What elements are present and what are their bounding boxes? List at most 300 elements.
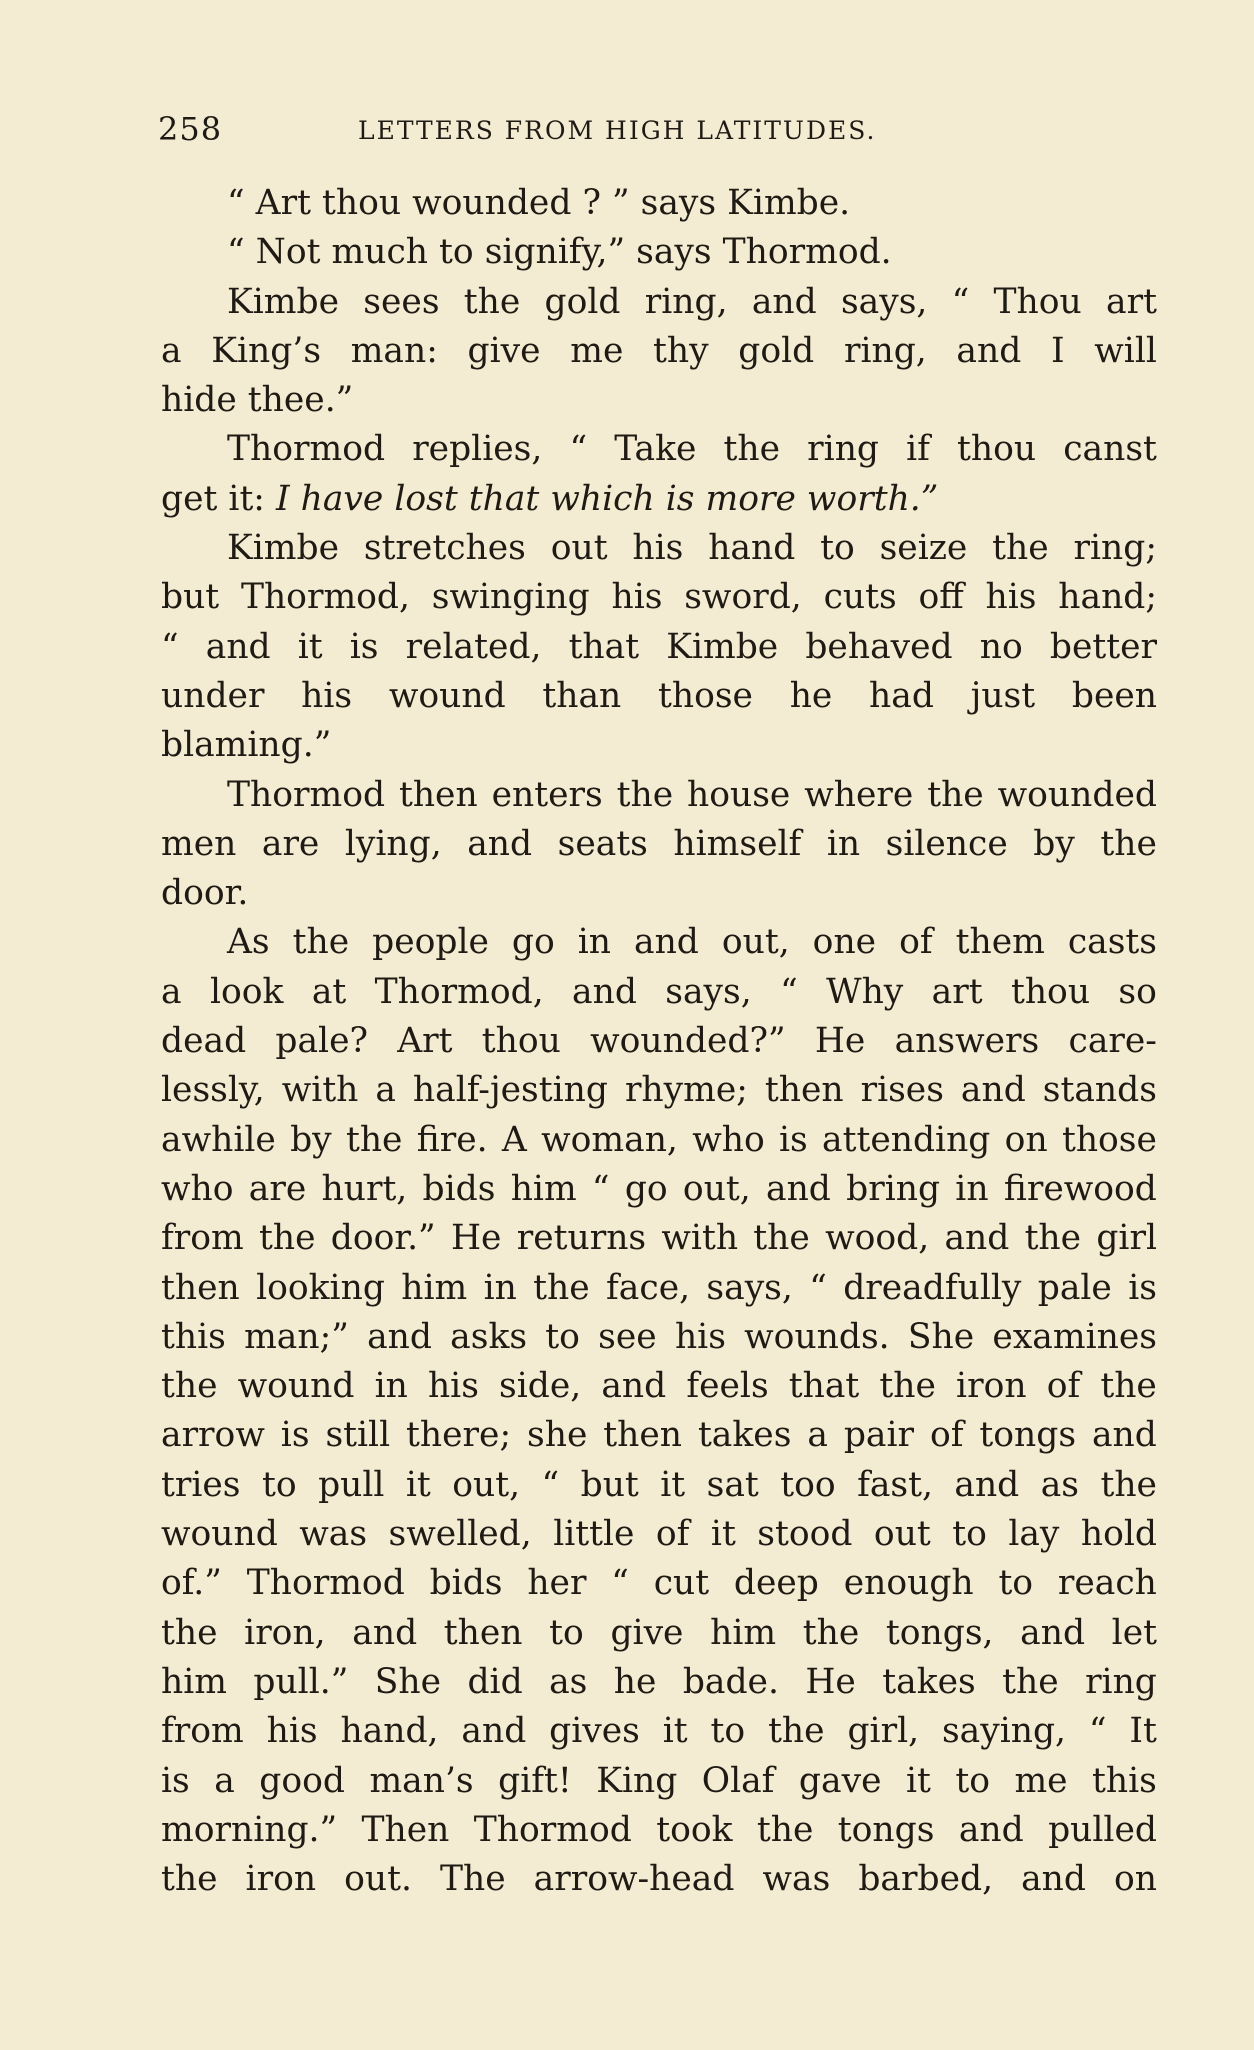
word: wounds. [744, 1316, 890, 1357]
word: ” [611, 183, 630, 223]
word: who [161, 1168, 234, 1209]
word: did [467, 1661, 523, 1702]
word: he [789, 675, 833, 716]
word: gave [798, 1760, 882, 1801]
word: She [374, 1661, 442, 1702]
word: art [1106, 281, 1157, 322]
word: that [788, 1366, 860, 1407]
word: more [705, 478, 796, 519]
word: his [427, 1366, 479, 1407]
word: are [248, 1168, 307, 1209]
word: pair [843, 1415, 915, 1456]
word: hold [1080, 1514, 1157, 1555]
word: Art [255, 183, 311, 223]
word: then [764, 1070, 844, 1111]
text-line [161, 627, 1157, 676]
word: wounded [997, 774, 1157, 815]
word: bids [429, 1563, 503, 1604]
word: is [779, 1119, 808, 1160]
word: and [634, 922, 699, 963]
word: Thormod, [374, 971, 544, 1012]
word: says [636, 232, 712, 273]
word: ring, [644, 281, 728, 322]
text-line [161, 232, 1157, 281]
text-line [161, 1169, 1157, 1218]
word: a [161, 971, 182, 1012]
text-line [161, 824, 1157, 873]
word: to [261, 1464, 297, 1505]
word: the [992, 528, 1049, 569]
word: is [280, 1415, 310, 1456]
word: the [1100, 1366, 1157, 1407]
word: sees [363, 281, 440, 322]
word: are [261, 823, 320, 864]
word: gives [549, 1711, 640, 1752]
word: takes [882, 1661, 976, 1702]
word: thou [481, 1021, 561, 1062]
word: face, [606, 1267, 691, 1308]
word: It [1129, 1711, 1157, 1752]
word: him [401, 1267, 468, 1308]
word: see [598, 1316, 657, 1357]
word: He [805, 1661, 856, 1702]
word: so [1118, 971, 1157, 1012]
word: to [545, 1316, 580, 1357]
word: that [568, 626, 640, 667]
word: Kimbe [227, 528, 340, 569]
word: his [301, 675, 353, 716]
word: house [687, 774, 791, 815]
word: barbed, [858, 1859, 994, 1900]
word: out, [682, 1168, 751, 1209]
word: rhyme; [624, 1070, 748, 1111]
word: under [161, 675, 265, 716]
text-line [161, 577, 1157, 626]
word: to [955, 1760, 990, 1801]
word: his [674, 1316, 726, 1357]
text-line [161, 429, 1157, 478]
running-head: LETTERS FROM HIGH LATITUDES. [358, 116, 877, 145]
word: enough [843, 1563, 974, 1604]
text-line [161, 331, 1157, 380]
word: Why [826, 971, 904, 1012]
word: those [657, 675, 753, 716]
word: and [572, 971, 637, 1012]
word: is [161, 1760, 190, 1801]
word: says, [840, 281, 928, 322]
word: swelled, [388, 1514, 532, 1555]
word: lying, [344, 823, 442, 864]
word: says [640, 183, 717, 223]
word: and [352, 1612, 418, 1653]
word: took [656, 1809, 733, 1850]
text-line [161, 1613, 1157, 1662]
word: replies, [412, 429, 543, 470]
word: out. [344, 1859, 412, 1900]
text-line [161, 282, 1157, 331]
word: A [501, 1119, 527, 1160]
word: it [662, 1711, 688, 1752]
word: wounded?” [590, 1021, 786, 1062]
word: and [960, 1070, 1026, 1111]
text-line [161, 1563, 1157, 1612]
word: have [300, 478, 384, 519]
page-header [158, 110, 1158, 154]
text-line [161, 1514, 1157, 1563]
word: seats [557, 823, 648, 864]
text-line [161, 1415, 1157, 1464]
word: gold [544, 281, 621, 322]
word: people [372, 922, 489, 963]
word: casts [1067, 922, 1157, 963]
word: and [954, 1464, 1020, 1505]
word: worth.” [806, 478, 939, 519]
word: King [596, 1760, 678, 1801]
word: at [311, 971, 347, 1012]
word: thy [653, 330, 709, 371]
word: his [985, 577, 1037, 618]
word: wood, [825, 1218, 930, 1259]
word: fast, [857, 1464, 933, 1505]
word: it: [228, 478, 265, 519]
word: Then [361, 1809, 450, 1850]
word: is [349, 626, 379, 667]
word: sat [706, 1464, 759, 1505]
word: and [461, 1711, 527, 1752]
word: as [549, 1661, 588, 1702]
word: thou [1010, 971, 1091, 1012]
word: as [1040, 1464, 1079, 1505]
word: to [998, 1563, 1034, 1604]
word: says, [665, 971, 752, 1012]
word: the [1024, 1218, 1082, 1259]
word: wound [237, 1366, 355, 1407]
word: swinging [431, 577, 590, 618]
word: wound [161, 1514, 278, 1555]
text-line [161, 1366, 1157, 1415]
word: out, [452, 1464, 521, 1505]
word: the [259, 1218, 316, 1259]
word: to [820, 528, 855, 569]
word: her [527, 1563, 587, 1604]
word: just [970, 675, 1036, 716]
text-line [161, 1120, 1157, 1169]
word: silence [885, 823, 1008, 864]
word: was [762, 1859, 831, 1900]
word: give [467, 330, 541, 371]
word: and [944, 1218, 1010, 1259]
word: lessly, [161, 1070, 265, 1111]
word: this [161, 1316, 226, 1357]
word: “ [227, 183, 245, 223]
word: iron [245, 1859, 317, 1900]
word: man’s [369, 1760, 474, 1801]
word: in [826, 823, 861, 864]
word: his [266, 1711, 318, 1752]
word: from [161, 1711, 244, 1752]
word: the [161, 1366, 218, 1407]
word: them [955, 922, 1045, 963]
word: “ [951, 281, 970, 322]
word: dead [161, 1021, 247, 1062]
word: Thormod [246, 1563, 405, 1604]
word: with [661, 1218, 739, 1259]
word: then [398, 774, 478, 815]
word: Take [614, 429, 697, 470]
text-line [161, 528, 1157, 577]
word: there; [406, 1415, 512, 1456]
word: pale? [275, 1021, 369, 1062]
word: ? [582, 183, 601, 223]
word: Art [397, 1021, 453, 1062]
word: gift! [498, 1760, 572, 1801]
word: and [751, 281, 817, 322]
word: him [710, 1612, 777, 1653]
word: “ [809, 1267, 827, 1308]
word: ring [807, 429, 880, 470]
word: As [227, 922, 270, 963]
word: tries [161, 1464, 241, 1505]
text-line [161, 1859, 1157, 1908]
page-number: 258 [158, 110, 223, 148]
word: the [723, 429, 781, 470]
word: and [1021, 1859, 1086, 1900]
word: behaved [805, 626, 953, 667]
word: woman, [541, 1119, 678, 1160]
word: the [161, 1859, 218, 1900]
word: He [450, 1218, 502, 1259]
word: thou [321, 183, 402, 223]
word: but [161, 577, 220, 618]
word: him [510, 1168, 577, 1209]
word: it [905, 1760, 931, 1801]
word: man;” [244, 1316, 349, 1357]
text-line [161, 1218, 1157, 1267]
word: sword, [684, 577, 802, 618]
word: girl, [847, 1711, 920, 1752]
word: feels [686, 1366, 769, 1407]
word: a [161, 330, 182, 371]
word: and [766, 1168, 831, 1209]
word: to [439, 232, 474, 273]
word: the [616, 774, 674, 815]
word: Thormod, [240, 577, 410, 618]
word: thee.” [247, 380, 354, 421]
word: the [927, 774, 984, 815]
word: bade. [682, 1661, 779, 1702]
word: it [297, 626, 323, 667]
text-line [161, 183, 1157, 232]
word: care- [1068, 1021, 1157, 1062]
word: hide [161, 380, 237, 421]
word: Kimbe. [727, 183, 851, 223]
word: awhile [161, 1119, 276, 1160]
text-line [161, 1761, 1157, 1810]
word: him [161, 1661, 227, 1702]
word: then [603, 1415, 683, 1456]
word: look [209, 971, 284, 1012]
word: the [345, 1119, 403, 1160]
word: which [550, 478, 655, 519]
word: pull [318, 1464, 385, 1505]
word: the [753, 1218, 810, 1259]
word: man: [350, 330, 438, 371]
word: pale [1037, 1267, 1112, 1308]
text-line [161, 1810, 1157, 1859]
word: off [918, 577, 964, 618]
word: to [549, 1612, 584, 1653]
word: answers [894, 1021, 1040, 1062]
word: Not [255, 232, 321, 273]
word: and [367, 1316, 432, 1357]
word: better [1049, 626, 1157, 667]
word: no [979, 626, 1023, 667]
text-line [161, 1070, 1157, 1119]
word: art [931, 971, 983, 1012]
word: is [665, 478, 695, 519]
word: ring, [843, 330, 927, 371]
word: dreadfully [843, 1267, 1022, 1308]
word: still [325, 1415, 391, 1456]
word: who [692, 1119, 765, 1160]
word: the [292, 922, 350, 963]
word: men [161, 823, 237, 864]
word: it [660, 1464, 686, 1505]
word: me [570, 330, 624, 371]
word: returns [516, 1218, 647, 1259]
word: arrow [161, 1415, 265, 1456]
word: “ [611, 1563, 629, 1604]
word: she [527, 1415, 588, 1456]
word: says, [706, 1267, 793, 1308]
text-line [161, 873, 1157, 922]
word: go [511, 922, 555, 963]
word: stands [1042, 1070, 1157, 1111]
word: ring [1085, 1661, 1157, 1702]
word: of [899, 922, 933, 963]
word: to [710, 1711, 746, 1752]
word: “ [227, 232, 245, 273]
word: if [906, 429, 930, 470]
word: asks [450, 1316, 528, 1357]
word: blaming.” [161, 725, 332, 766]
word: go [624, 1168, 668, 1209]
word: bids [422, 1168, 496, 1209]
word: Kimbe [666, 626, 779, 667]
word: saying, [941, 1711, 1067, 1752]
word: in [483, 1267, 517, 1308]
word: get [161, 478, 218, 519]
word: “ [541, 1464, 560, 1505]
word: lost [394, 478, 458, 519]
word: seize [879, 528, 968, 569]
word: looking [256, 1267, 385, 1308]
word: Thormod [227, 429, 386, 470]
word: his [611, 577, 663, 618]
word: of.” [161, 1563, 222, 1604]
word: half-jesting [412, 1070, 608, 1111]
word: bring [846, 1168, 941, 1209]
word: on [1113, 1859, 1157, 1900]
text-line [161, 1317, 1157, 1366]
word: “ [591, 1168, 610, 1209]
word: and [601, 1366, 667, 1407]
word: but [580, 1464, 639, 1505]
word: stretches [363, 528, 526, 569]
text-line [161, 1465, 1157, 1514]
word: pull.” [253, 1661, 349, 1702]
word: on [1004, 1119, 1048, 1160]
word: then [443, 1612, 523, 1653]
word: “ [569, 429, 588, 470]
word: this [1092, 1760, 1157, 1801]
word: by [290, 1119, 332, 1160]
word: the [161, 1612, 218, 1653]
word: and [205, 626, 271, 667]
word: Thou [993, 281, 1082, 322]
word: hand; [1058, 577, 1157, 618]
word: Thormod. [722, 232, 892, 273]
word: “ [780, 971, 798, 1012]
word: in [374, 1366, 408, 1407]
word: one [812, 922, 877, 963]
word: Thormod [227, 774, 386, 815]
word: and [956, 330, 1022, 371]
word: and [1020, 1612, 1086, 1653]
word: of [929, 1415, 964, 1456]
word: out [550, 528, 608, 569]
word: was [299, 1514, 368, 1555]
word: by [1033, 823, 1075, 864]
word: related, [405, 626, 542, 667]
word: rises [860, 1070, 944, 1111]
word: of [655, 1514, 690, 1555]
word: much [331, 232, 429, 273]
word: signify,” [484, 232, 626, 273]
word: those [1061, 1119, 1157, 1160]
word: the [1002, 1661, 1059, 1702]
word: I [1050, 330, 1065, 371]
word: lay [1008, 1514, 1060, 1555]
word: and [467, 823, 533, 864]
word: firewood [1003, 1168, 1157, 1209]
text-line [161, 1268, 1157, 1317]
text-line [161, 1021, 1157, 1070]
word: tongs [979, 1415, 1077, 1456]
word: hurt, [321, 1168, 408, 1209]
word: that [468, 478, 540, 519]
word: stood [757, 1514, 853, 1555]
word: the [463, 281, 521, 322]
word: good [259, 1760, 345, 1801]
word: to [952, 1514, 987, 1555]
word: canst [1063, 429, 1157, 470]
word: the [1100, 1464, 1157, 1505]
word: examines [992, 1316, 1157, 1357]
word: girl [1096, 1218, 1157, 1259]
word: arrow-head [533, 1859, 735, 1900]
word: and [1091, 1415, 1157, 1456]
word: a [807, 1415, 828, 1456]
word: cuts [823, 577, 897, 618]
word: door.” [330, 1218, 436, 1259]
word: out, [721, 922, 790, 963]
text-line [161, 922, 1157, 971]
text-line [161, 380, 1157, 429]
word: He [814, 1021, 866, 1062]
word: himself [673, 823, 802, 864]
word: than [542, 675, 622, 716]
